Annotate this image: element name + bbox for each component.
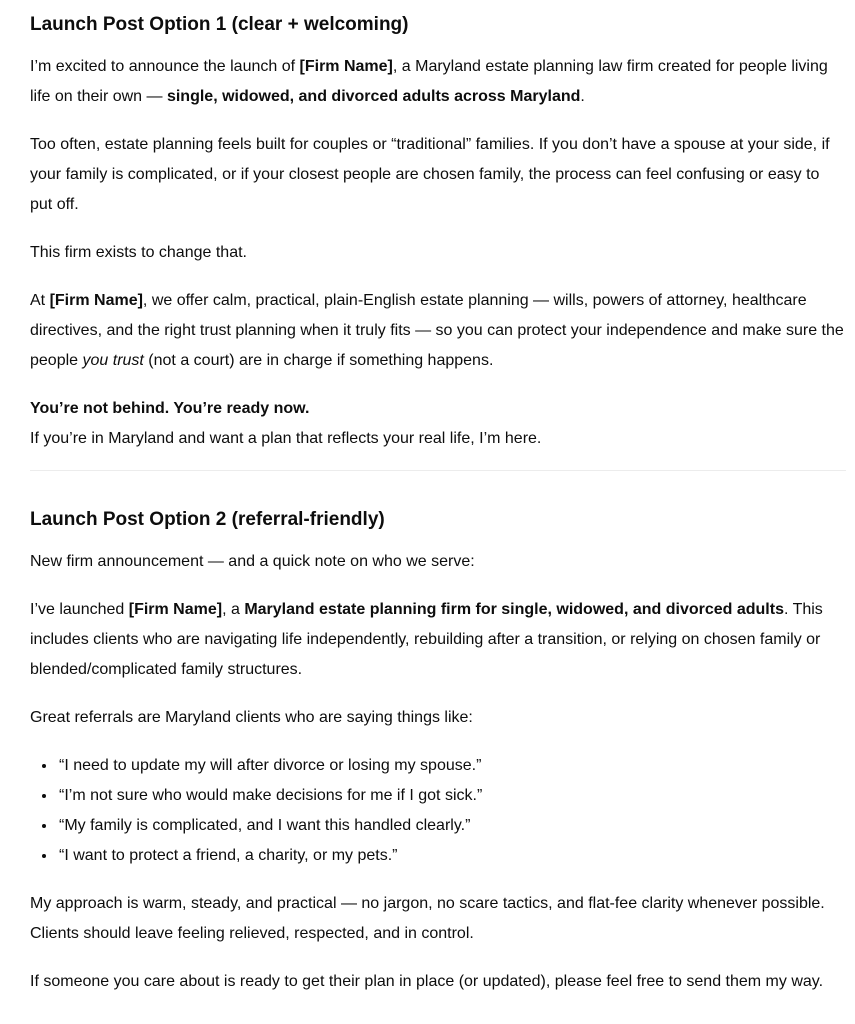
option-1-paragraph-closing: You’re not behind. You’re ready now. If you’re in Maryland and want a plan that reflects your real life, I’m here. bbox=[30, 400, 542, 447]
option-2-paragraph-announcement: New firm announcement — and a quick note on who we serve: bbox=[30, 553, 475, 570]
option-1-paragraph-services: At [Firm Name], we offer calm, practical, plain-English estate planning — wills, powers of attorney, healthcare directives, and the right trust planning when it truly fits — so you can protect your independence and make sure the people you trust (not a court) are in charge if something happens. bbox=[30, 292, 844, 369]
option-2-paragraph-referrals-lead: Great referrals are Maryland clients who are saying things like: bbox=[30, 709, 473, 726]
option-1-paragraph-mission: This firm exists to change that. bbox=[30, 244, 247, 261]
option-1-paragraph-problem: Too often, estate planning feels built for couples or “traditional” families. If you don’t have a spouse at your side, if your family is complicated, or if your closest people are chosen family, the process can feel confusing or easy to put off. bbox=[30, 136, 830, 213]
referral-quote-item: • “My family is complicated, and I want this handled clearly.” bbox=[57, 811, 845, 841]
referral-quote-item: • “I need to update my will after divorce or losing my spouse.” bbox=[57, 751, 845, 781]
option-2-paragraph-launch: I’ve launched [Firm Name], a Maryland estate planning firm for single, widowed, and divorced adults. This includes clients who are navigating life independently, rebuilding after a transition, or relying on chosen family or blended/complicated family structures. bbox=[30, 601, 823, 678]
option-2-heading: Launch Post Option 2 (referral-friendly) bbox=[30, 509, 385, 530]
option-2-paragraph-send: If someone you care about is ready to get their plan in place (or updated), please feel free to send them my way. bbox=[30, 973, 824, 990]
referral-quote-item: • “I want to protect a friend, a charity, or my pets.” bbox=[57, 841, 845, 871]
referral-quotes-list bbox=[30, 751, 845, 871]
option-2-section bbox=[30, 507, 845, 997]
option-1-section bbox=[30, 12, 845, 454]
option-2-paragraph-approach: My approach is warm, steady, and practical — no jargon, no scare tactics, and flat-fee clarity whenever possible. Clients should leave feeling relieved, respected, and in control. bbox=[30, 895, 825, 942]
option-1-heading: Launch Post Option 1 (clear + welcoming) bbox=[30, 14, 409, 35]
referral-quote-item: • “I’m not sure who would make decisions for me if I got sick.” bbox=[57, 781, 845, 811]
section-divider bbox=[30, 470, 846, 471]
option-1-paragraph-intro: I’m excited to announce the launch of [Firm Name], a Maryland estate planning law firm created for people living life on their own — single, widowed, and divorced adults across Maryland. bbox=[30, 58, 828, 105]
